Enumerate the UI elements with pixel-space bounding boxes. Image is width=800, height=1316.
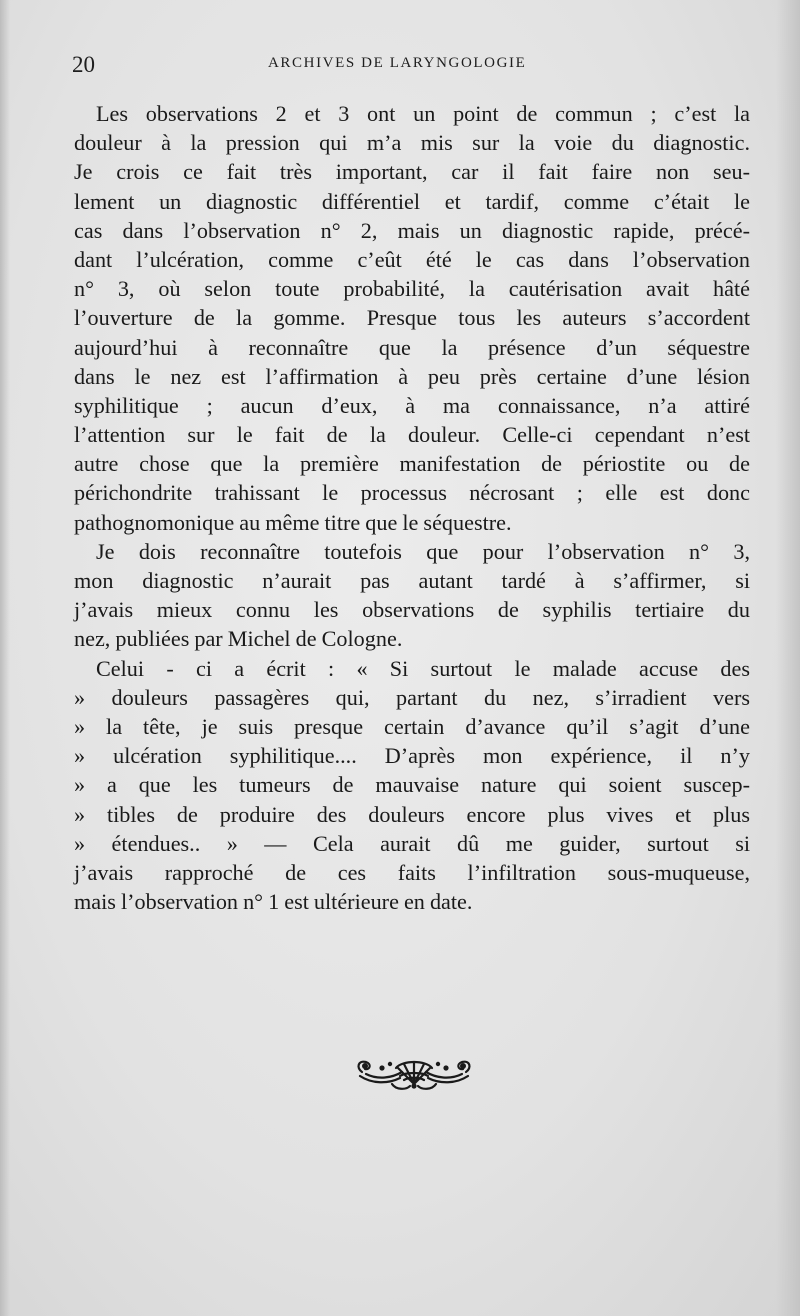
text-line: » tibles de produire des douleurs encore plus vives et plus [74,801,750,827]
text-line: mais l’observation n° 1 est ultérieure en date. [74,889,473,915]
text-line: Celui - ci a écrit : « Si surtout le malade accuse des [96,655,750,681]
text-line: dant l’ulcération, comme c’eût été le cas dans l’observation [74,246,750,272]
text-line: Les observations 2 et 3 ont un point de commun ; c’est la [96,101,750,126]
text-line: n° 3, où selon toute probabilité, la cautérisation avait hâté [74,276,750,302]
text-line: dans le nez est l’affirmation à peu près certaine d’une lésion [74,363,750,389]
text-line: pathognomonique au même titre que le séquestre. [74,509,512,535]
text-line: j’avais mieux connu les observations de syphilis tertiaire du [74,597,750,623]
text-line: » douleurs passagères qui, partant du nez, s’irradient vers [74,684,750,710]
text-line: » la tête, je suis presque certain d’avance qu’il s’agit d’une [74,713,750,739]
text-line: l’attention sur le fait de la douleur. Celle-ci cependant n’est [74,422,750,448]
page-shadow-left [0,0,10,1316]
text-line: aujourd’hui à reconnaître que la présence d’un séquestre [74,334,750,360]
page-shadow-right [776,0,800,1316]
running-head [72,50,748,80]
text-line: Je crois ce fait très important, car il fait faire non seu- [74,159,750,185]
text-line: » étendues.. » — Cela aurait dû me guider, surtout si [74,830,750,856]
text-line: périchondrite trahissant le processus nécrosant ; elle est donc [74,480,750,506]
text-line: » ulcération syphilitique.... D’après mon expérience, il n’y [74,743,750,769]
text-line: mon diagnostic n’aurait pas autant tardé à s’affirmer, si [74,568,750,593]
text-line: cas dans l’observation n° 2, mais un diagnostic rapide, précé- [74,217,750,243]
body-text [74,99,750,916]
text-line: j’avais rapproché de ces faits l’infiltration sous-muqueuse, [74,859,750,885]
text-line: l’ouverture de la gomme. Presque tous les auteurs s’accordent [74,305,750,331]
text-line: nez, publiées par Michel de Cologne. [74,626,403,652]
text-line: douleur à la pression qui m’a mis sur la voie du diagnostic. [74,130,750,156]
page-number: 20 [72,52,95,77]
fleuron-ornament-icon [352,1054,476,1094]
journal-title: ARCHIVES DE LARYNGOLOGIE [268,55,527,71]
text-line: lement un diagnostic différentiel et tardif, comme c’était le [74,188,750,214]
text-line: syphilitique ; aucun d’eux, à ma connaissance, n’a attiré [74,392,750,418]
text-line: Je dois reconnaître toutefois que pour l’observation n° 3, [96,538,750,564]
text-line: autre chose que la première manifestation de périostite ou de [74,451,750,477]
text-line: » a que les tumeurs de mauvaise nature qui soient suscep- [74,772,750,798]
